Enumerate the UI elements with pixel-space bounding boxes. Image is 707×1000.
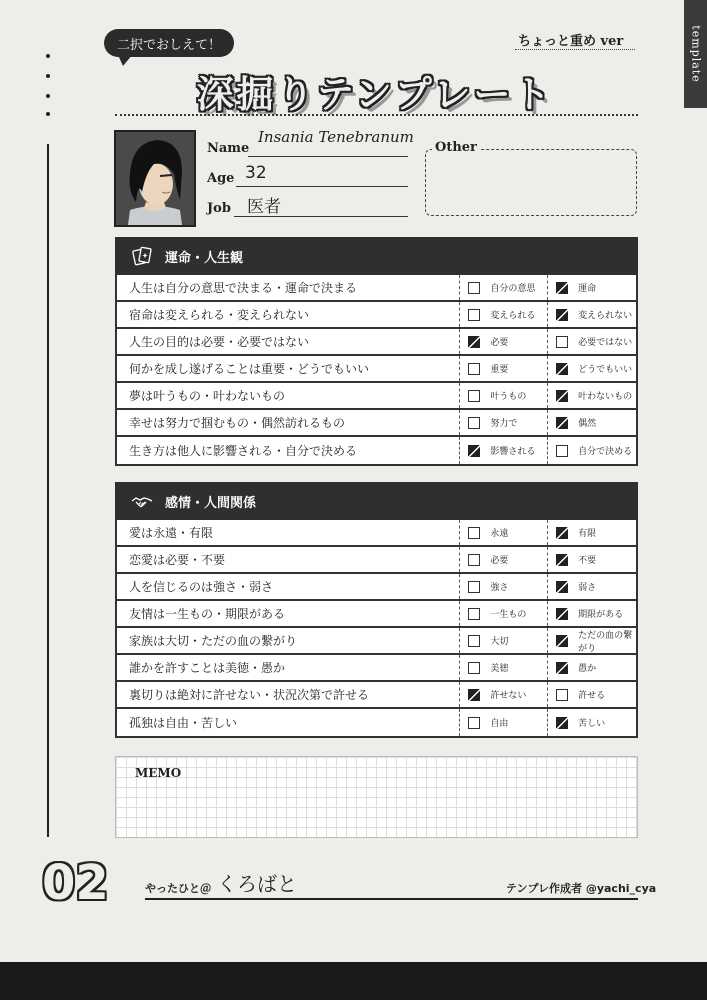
question-row xyxy=(117,655,636,682)
option-a[interactable] xyxy=(460,275,548,300)
checked-box-icon[interactable] xyxy=(556,717,568,729)
option-b[interactable] xyxy=(548,383,636,408)
question-row xyxy=(117,410,636,437)
section-title: 感情・人間関係 xyxy=(165,495,257,511)
option-label: 変えられる xyxy=(490,311,536,321)
option-label: 苦しい xyxy=(578,719,606,729)
name-value: Insania Tenebranum xyxy=(258,128,414,146)
checkbox-icon[interactable] xyxy=(556,336,568,348)
question-text: 生き方は他人に影響される・自分で決める xyxy=(117,437,460,464)
checkbox-icon[interactable] xyxy=(468,282,480,294)
checked-box-icon[interactable] xyxy=(556,363,568,375)
page-title: 深掘りテンプレート xyxy=(196,72,554,116)
speech-bubble xyxy=(104,29,234,57)
option-label: 影響される xyxy=(490,447,536,457)
bottom-bar xyxy=(0,962,707,1000)
section-title: 運命・人生観 xyxy=(165,250,244,266)
option-a[interactable] xyxy=(460,682,548,707)
question-text: 宿命は変えられる・変えられない xyxy=(117,302,460,327)
option-b[interactable] xyxy=(548,437,636,464)
checkbox-icon[interactable] xyxy=(468,717,480,729)
question-text: 夢は叶うもの・叶わないもの xyxy=(117,383,460,408)
other-label: Other xyxy=(432,140,480,155)
dot-decoration xyxy=(46,112,50,116)
question-text: 誰かを許すことは美徳・愚か xyxy=(117,655,460,680)
option-label: どうでもいい xyxy=(578,365,633,375)
job-field-line xyxy=(234,216,408,217)
option-label: 努力で xyxy=(490,419,518,429)
job-value: 医者 xyxy=(247,197,281,217)
checkbox-icon[interactable] xyxy=(468,662,480,674)
checked-box-icon[interactable] xyxy=(556,554,568,566)
option-a[interactable] xyxy=(460,628,548,653)
question-text: 恋愛は必要・不要 xyxy=(117,547,460,572)
dot-decoration xyxy=(46,94,50,98)
checkbox-icon[interactable] xyxy=(468,635,480,647)
option-label: 有限 xyxy=(578,529,597,539)
question-text: 人生は自分の意思で決まる・運命で決まる xyxy=(117,275,460,300)
checkbox-icon[interactable] xyxy=(468,554,480,566)
avatar xyxy=(114,130,196,227)
option-label: 自分の意思 xyxy=(490,284,536,294)
question-row xyxy=(117,709,636,736)
option-label: 叶うもの xyxy=(490,392,527,402)
question-table-fate xyxy=(115,275,638,466)
question-row xyxy=(117,302,636,329)
question-row xyxy=(117,356,636,383)
checked-box-icon[interactable] xyxy=(556,309,568,321)
section-header-emotion xyxy=(115,482,638,520)
name-field-line xyxy=(248,156,408,157)
question-table-emotion xyxy=(115,520,638,738)
age-label: Age xyxy=(207,171,235,186)
option-label: 愚か xyxy=(578,664,597,674)
checked-box-icon[interactable] xyxy=(556,581,568,593)
question-text: 愛は永遠・有限 xyxy=(117,520,460,545)
other-box xyxy=(425,149,637,216)
option-b[interactable] xyxy=(548,547,636,572)
option-a[interactable] xyxy=(460,437,548,464)
option-a[interactable] xyxy=(460,574,548,599)
question-row xyxy=(117,682,636,709)
option-b[interactable] xyxy=(548,682,636,707)
option-label: 許せる xyxy=(578,691,606,701)
character-portrait-icon xyxy=(116,132,194,225)
memo-box xyxy=(115,756,638,838)
question-text: 孤独は自由・苦しい xyxy=(117,709,460,736)
dot-decoration xyxy=(46,74,50,78)
option-label: 美徳 xyxy=(490,664,509,674)
option-b[interactable] xyxy=(548,709,636,736)
subtitle-rule xyxy=(515,49,635,50)
checked-box-icon[interactable] xyxy=(556,608,568,620)
job-label: Job xyxy=(207,201,231,216)
checkbox-icon[interactable] xyxy=(556,689,568,701)
option-b[interactable] xyxy=(548,302,636,327)
question-row xyxy=(117,547,636,574)
checked-box-icon[interactable] xyxy=(556,662,568,674)
checkbox-icon[interactable] xyxy=(468,417,480,429)
checked-box-icon[interactable] xyxy=(468,336,480,348)
option-label: 強さ xyxy=(490,583,509,593)
option-label: 必要 xyxy=(490,338,509,348)
option-label: 変えられない xyxy=(578,311,633,321)
checkbox-icon[interactable] xyxy=(468,309,480,321)
option-b[interactable] xyxy=(548,356,636,381)
checked-box-icon[interactable] xyxy=(556,417,568,429)
subtitle: ちょっと重め ver xyxy=(518,34,624,49)
option-a[interactable] xyxy=(460,547,548,572)
option-label: 不要 xyxy=(578,556,597,566)
option-a[interactable] xyxy=(460,601,548,626)
option-label: 偶然 xyxy=(578,419,597,429)
question-row xyxy=(117,275,636,302)
option-b[interactable] xyxy=(548,574,636,599)
question-row xyxy=(117,601,636,628)
question-row xyxy=(117,437,636,464)
option-label: 永遠 xyxy=(490,529,509,539)
memo-label: MEMO xyxy=(135,766,182,780)
checked-box-icon[interactable] xyxy=(468,689,480,701)
option-label: 必要ではない xyxy=(578,338,633,348)
checkbox-icon[interactable] xyxy=(468,527,480,539)
option-b[interactable] xyxy=(548,628,636,653)
option-b[interactable] xyxy=(548,601,636,626)
checked-box-icon[interactable] xyxy=(556,282,568,294)
cards-icon xyxy=(131,245,153,267)
option-label: 大切 xyxy=(490,637,509,647)
question-text: 友情は一生もの・期限がある xyxy=(117,601,460,626)
side-tab-label: template xyxy=(689,25,702,83)
option-label: 弱さ xyxy=(578,583,597,593)
question-text: 何かを成し遂げることは重要・どうでもいい xyxy=(117,356,460,381)
checkbox-icon[interactable] xyxy=(468,363,480,375)
option-b[interactable] xyxy=(548,520,636,545)
option-b[interactable] xyxy=(548,275,636,300)
age-value: 32 xyxy=(245,163,267,183)
side-tab xyxy=(684,0,707,108)
option-label: 一生もの xyxy=(490,610,527,620)
template-number: 02 xyxy=(42,855,109,911)
question-row xyxy=(117,574,636,601)
option-label: 重要 xyxy=(490,365,509,375)
option-a[interactable] xyxy=(460,329,548,354)
option-a[interactable] xyxy=(460,655,548,680)
question-text: 幸せは努力で掴むもの・偶然訪れるもの xyxy=(117,410,460,435)
option-label: 期限がある xyxy=(578,610,624,620)
done-by-name: くろばと xyxy=(217,872,297,896)
dot-decoration xyxy=(46,54,50,58)
checkbox-icon[interactable] xyxy=(468,581,480,593)
question-row xyxy=(117,520,636,547)
checkbox-icon[interactable] xyxy=(556,445,568,457)
option-label: 自由 xyxy=(490,719,509,729)
title-rule xyxy=(115,114,638,116)
bubble-text: 二択でおしえて！ xyxy=(116,37,221,53)
option-label: 必要 xyxy=(490,556,509,566)
question-row xyxy=(117,329,636,356)
checkbox-icon[interactable] xyxy=(468,390,480,402)
question-text: 人生の目的は必要・必要ではない xyxy=(117,329,460,354)
question-text: 人を信じるのは強さ・弱さ xyxy=(117,574,460,599)
handshake-icon xyxy=(131,490,153,512)
option-label: 叶わないもの xyxy=(578,392,633,402)
name-label: Name xyxy=(207,141,250,156)
option-a[interactable] xyxy=(460,709,548,736)
template-credit: テンプレ作成者 @yachi_cya xyxy=(506,882,657,895)
option-a[interactable] xyxy=(460,302,548,327)
option-label: 自分で決める xyxy=(578,447,633,457)
checked-box-icon[interactable] xyxy=(556,635,568,647)
checked-box-icon[interactable] xyxy=(556,390,568,402)
option-a[interactable] xyxy=(460,520,548,545)
question-row xyxy=(117,628,636,655)
option-b[interactable] xyxy=(548,410,636,435)
done-by-label: やったひと＠ xyxy=(145,882,211,895)
option-b[interactable] xyxy=(548,329,636,354)
age-field-line xyxy=(236,186,408,187)
checked-box-icon[interactable] xyxy=(468,445,480,457)
vertical-rule xyxy=(47,144,49,837)
checkbox-icon[interactable] xyxy=(468,608,480,620)
footer-rule xyxy=(145,898,638,900)
question-text: 裏切りは絶対に許せない・状況次第で許せる xyxy=(117,682,460,707)
option-label: ただの血の繋がり xyxy=(578,630,633,654)
option-b[interactable] xyxy=(548,655,636,680)
option-a[interactable] xyxy=(460,356,548,381)
question-text: 家族は大切・ただの血の繋がり xyxy=(117,628,460,653)
option-a[interactable] xyxy=(460,383,548,408)
checked-box-icon[interactable] xyxy=(556,527,568,539)
option-label: 運命 xyxy=(578,284,597,294)
section-header-fate xyxy=(115,237,638,275)
option-a[interactable] xyxy=(460,410,548,435)
option-label: 許せない xyxy=(490,691,527,701)
question-row xyxy=(117,383,636,410)
